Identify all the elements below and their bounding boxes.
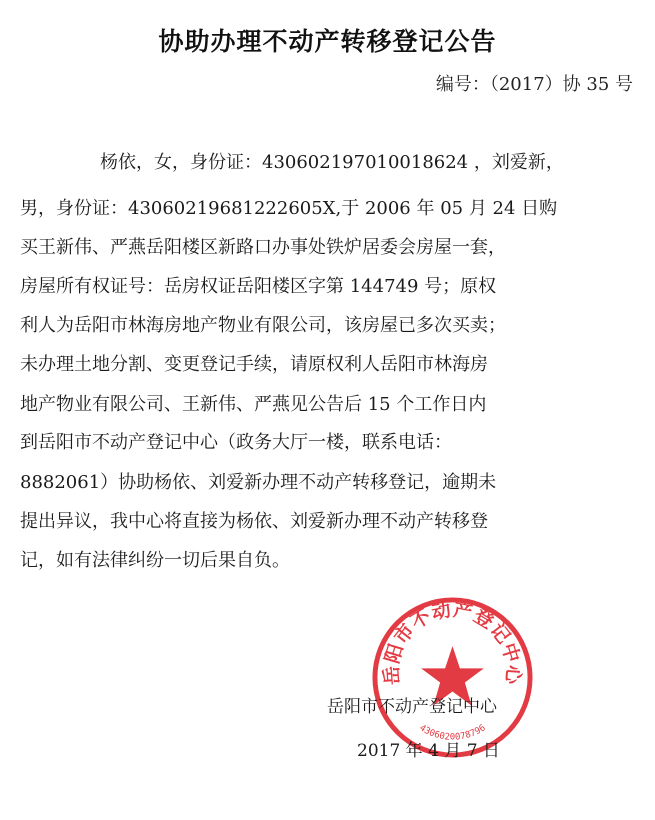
body-line-4: 房屋所有权证号：岳房权证岳阳楼区字第 144749 号；原权	[20, 276, 497, 297]
body-line-6: 未办理土地分割、变更登记手续，请原权利人岳阳市林海房	[20, 354, 488, 375]
issuer-name: 岳阳市不动产登记中心	[327, 697, 497, 717]
seal-name: 岳阳市不动产登记中心	[380, 598, 525, 686]
body-line-2: 男，身份证：43060219681222605X,于 2006 年 05 月 24 日购	[20, 198, 558, 219]
body-line-8: 到岳阳市不动产登记中心（政务大厅一楼，联系电话：	[20, 432, 452, 453]
notice-title: 协助办理不动产转移登记公告	[158, 27, 497, 56]
body-line-3: 买王新伟、严燕岳阳楼区新路口办事处铁炉居委会房屋一套，	[20, 237, 506, 258]
body-line-10: 提出异议，我中心将直接为杨依、刘爱新办理不动产转移登	[20, 511, 488, 532]
document-number: 编号：（2017）协 35 号	[435, 74, 633, 95]
body-line-9: 8882061）协助杨依、刘爱新办理不动产转移登记，逾期未	[20, 472, 497, 493]
body-line-5: 利人为岳阳市林海房地产物业有限公司，该房屋已多次买卖；	[20, 315, 506, 336]
body-line-1: 杨依，女，身份证：430602197010018624 ，刘爱新，	[100, 152, 564, 173]
body-line-11: 记，如有法律纠纷一切后果自负。	[20, 550, 290, 571]
seal-code: 4306020078796	[417, 723, 488, 743]
issue-date: 2017 年 4 月 7 日	[357, 741, 500, 761]
body-line-7: 地产物业有限公司、王新伟、严燕见公告后 15 个工作日内	[20, 394, 487, 415]
